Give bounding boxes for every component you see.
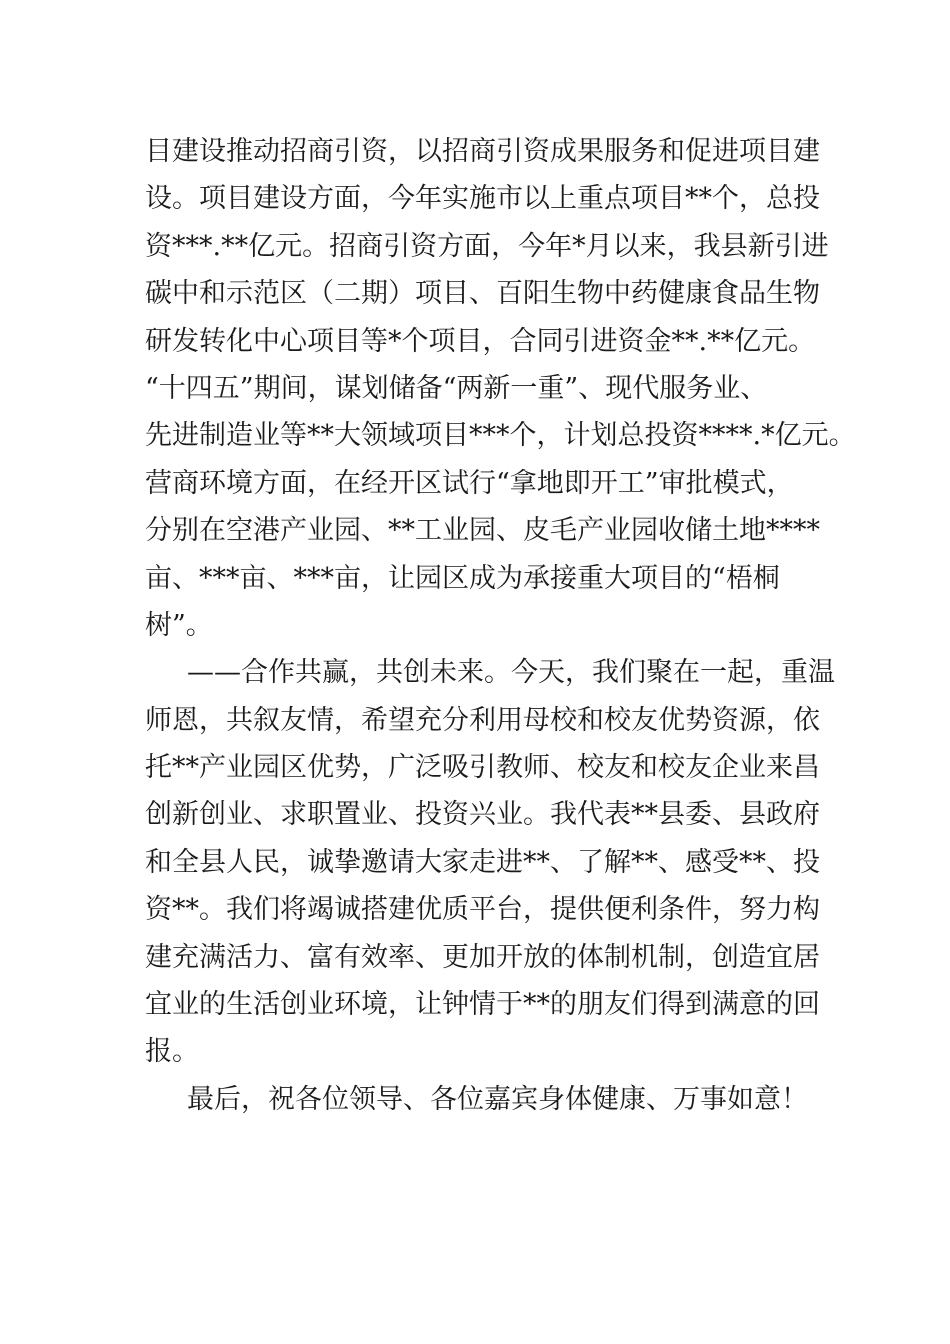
text-line: 研发转化中心项目等*个项目，合同引进资金**.**亿元。 — [145, 325, 816, 357]
paragraph-start-line: ——合作共赢，共创未来。今天，我们聚在一起，重温 — [187, 657, 835, 689]
text-line: 设。项目建设方面，今年实施市以上重点项目**个，总投 — [145, 183, 820, 215]
text-line: 亩、***亩、***亩，让园区成为承接重大项目的“梧桐 — [145, 562, 780, 594]
text-line: 创新创业、求职置业、投资兴业。我代表**县委、县政府 — [145, 799, 820, 831]
text-line: “十四五”期间，谋划储备“两新一重”、现代服务业、 — [145, 372, 768, 404]
text-line: 托**产业园区优势，广泛吸引教师、校友和校友企业来昌 — [145, 752, 820, 784]
text-line: 营商环境方面，在经开区试行“拿地即开工”审批模式， — [145, 467, 794, 499]
text-line: 宜业的生活创业环境，让钟情于**的朋友们得到满意的回 — [145, 989, 820, 1021]
text-line: 树”。 — [145, 609, 213, 641]
text-line: 报。 — [145, 1036, 199, 1068]
closing-line: 最后，祝各位领导、各位嘉宾身体健康、万事如意！ — [187, 1083, 808, 1115]
text-line: 建充满活力、富有效率、更加开放的体制机制，创造宜居 — [145, 941, 820, 973]
text-line: 资**。我们将竭诚搭建优质平台，提供便利条件，努力构 — [145, 894, 820, 926]
body-text — [145, 128, 856, 1123]
text-line: 目建设推动招商引资，以招商引资成果服务和促进项目建 — [145, 136, 820, 167]
text-line: 先进制造业等**大领域项目***个，计划总投资****.*亿元。 — [145, 420, 856, 452]
text-line: 碳中和示范区（二期）项目、百阳生物中药健康食品生物 — [145, 278, 820, 310]
text-line: 资***.**亿元。招商引资方面，今年*月以来，我县新引进 — [145, 230, 829, 262]
text-line: 和全县人民，诚挚邀请大家走进**、了解**、感受**、投 — [145, 846, 820, 878]
text-line: 分别在空港产业园、**工业园、皮毛产业园收储土地**** — [145, 515, 820, 547]
text-line: 师恩，共叙友情，希望充分利用母校和校友优势资源，依 — [145, 704, 820, 736]
